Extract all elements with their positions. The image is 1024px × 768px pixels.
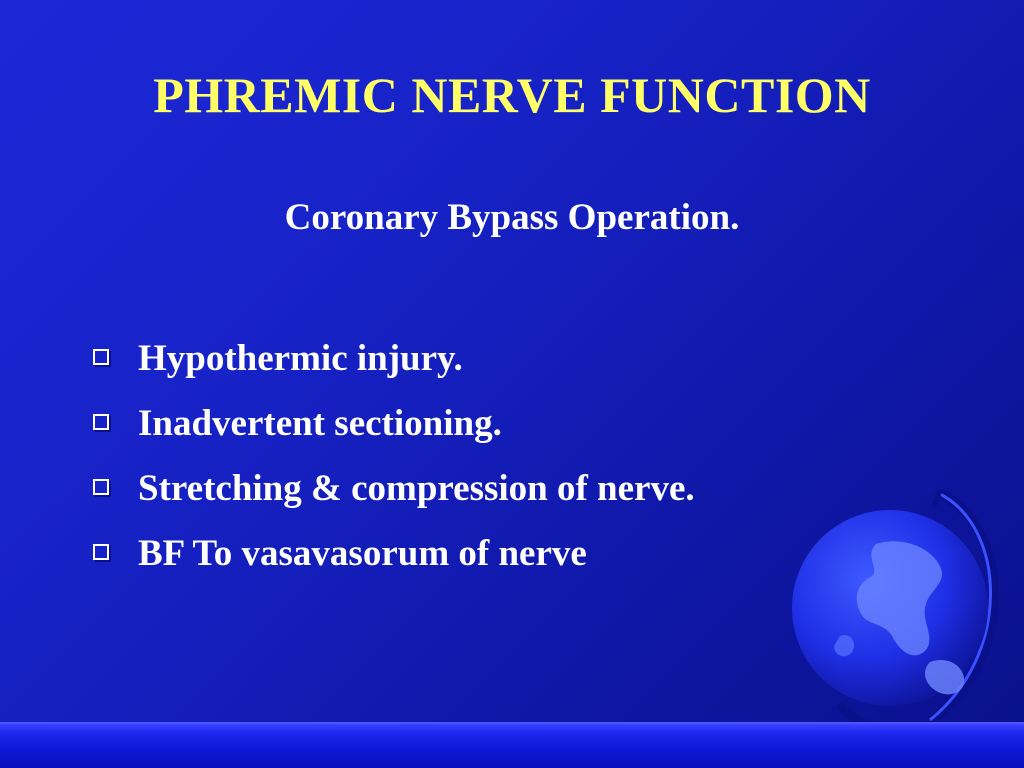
bullet-text: Stretching & compression of nerve.	[138, 468, 695, 509]
hollow-square-bullet-icon	[92, 478, 114, 500]
bullet-text: BF To vasavasorum of nerve	[138, 533, 587, 574]
list-item	[92, 391, 695, 456]
list-item	[92, 326, 695, 391]
hollow-square-bullet-icon	[92, 413, 114, 435]
bullet-list	[92, 326, 695, 586]
bullet-text: Hypothermic injury.	[138, 338, 463, 379]
slide-title: PHREMIC NERVE FUNCTION	[153, 67, 871, 123]
footer-band	[0, 722, 1024, 768]
hollow-square-bullet-icon	[92, 348, 114, 370]
globe-icon	[780, 486, 1020, 756]
list-item	[92, 456, 695, 521]
bullet-text: Inadvertent sectioning.	[138, 403, 502, 444]
list-item	[92, 521, 695, 586]
slide-subtitle: Coronary Bypass Operation.	[284, 197, 740, 238]
hollow-square-bullet-icon	[92, 543, 114, 565]
